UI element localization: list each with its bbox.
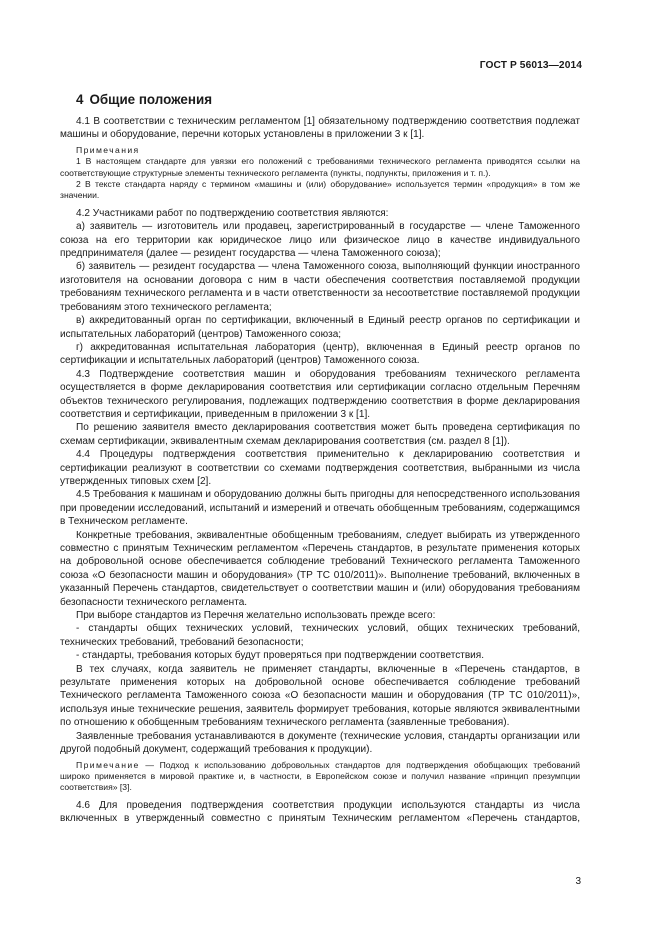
notes-heading-text: Примечания (76, 144, 140, 155)
note-1: 1 В настоящем стандарте для увязки его положений с требованиями технического регламента приводятся ссылки на соответствующие структурные элементы технического регламента (пункты, подпункты, приложения и т. п.). (60, 156, 580, 178)
paragraph-4-5-b: Конкретные требования, эквивалентные обобщенным требованиям, следует выбирать из утвержденного совместно с принятым Техническим регламентом «Перечень стандартов, в результате применения которых на добровольной основе обеспечивается соблюдение требований Технического регламента Таможенного союза «О безопасности машин и оборудования» (ТР ТС 010/2011)». Выполнение требований, включенных в указанный Перечень стандартов, свидетельствует о соответствии машин и (или) оборудования требованиям безопасности технического регламента. (60, 529, 580, 608)
section-number: 4 (76, 92, 84, 107)
paragraph-4-5: 4.5 Требования к машинам и оборудованию должны быть пригодны для непосредственного использования при проведении исследований, испытаний и измерений и отвечать обобщенным требованиям, содержащимся в Техническом регламенте. (60, 489, 580, 528)
paragraph-4-2: 4.2 Участниками работ по подтверждению соответствия являются: (76, 207, 389, 219)
paragraph-4-3-b: По решению заявителя вместо декларирования соответствия может быть проведена сертификация по схемам сертификации, эквивалентным схемам декларирования соответствия (см. раздел 8 [1]). (60, 422, 580, 447)
section-title-text: Общие положения (89, 92, 213, 107)
list-item-standards-checked: - стандарты, требования которых будут проверяться при подтверждении соответствия. (76, 650, 485, 662)
notes-block (60, 145, 580, 202)
paragraph-4-2-g: г) аккредитованная испытательная лаборатория (центр), включенная в Единый реестр органов по сертификации и испытательных лабораторий (центров) Таможенного союза. (60, 341, 580, 367)
document-body (60, 115, 580, 826)
paragraph-4-4: 4.4 Процедуры подтверждения соответствия применительно к декларированию соответствия и сертификации реализуют в соответствии со схемами подтверждения соответствия, выбранными из числа утвержденных типовых схем [2]. (60, 449, 580, 487)
paragraph-4-3: 4.3 Подтверждение соответствия машин и оборудования требованиям технического регламента осуществляется в форме декларирования соответствия или сертификации согласно отдельным Перечням объектов технического регулирования, подлежащих подтверждению соответствия в форме декларирования соответствия и сертификации, приведенным в приложении 3 к [1]. (60, 368, 580, 420)
paragraph-4-2-a: а) заявитель — изготовитель или продавец, зарегистрированный в государстве — члене Таможенного союза на его территории как юридическое лицо или физическое лицо в качестве индивидуального предпринимателя (далее — резидент государства — члена Таможенного союза); (60, 221, 580, 260)
section-heading (76, 92, 212, 107)
paragraph-4-5-e: В тех случаях, когда заявитель не применяет стандарты, включенные в «Перечень стандартов, в результате применения которых на добровольной основе обеспечивается соблюдение требований Технического регламента Таможенного союза «О безопасности машин и оборудования (ТР ТС 010/2011)», используя иные технические решения, заявитель формирует требования, которые являются эквивалентными по отношению к обобщенным требованиям технического регламента (заявленные требования). (60, 663, 580, 729)
note-2-text (60, 760, 580, 794)
note-block-2 (60, 760, 580, 794)
note-2: 2 В тексте стандарта наряду с термином «машины и (или) оборудование» используется термин «продукция» в том же значении. (60, 179, 580, 201)
paragraph-4-6: 4.6 Для проведения подтверждения соответствия продукции используются стандарты из числа включенных в утвержденный совместно с принятым Техническим регламентом «Перечень стандартов, (60, 799, 580, 825)
paragraph-4-5-f: Заявленные требования устанавливаются в документе (технические условия, стандарты организации или другой подобный документ, содержащий требования к продукции). (60, 730, 580, 756)
notes-heading (60, 145, 580, 156)
standard-designation: ГОСТ Р 56013—2014 (479, 60, 582, 71)
list-item-standards-general: - стандарты общих технических условий, технических условий, общих технических требований, технических требований, требований безопасности; (60, 623, 580, 648)
note-2-heading: Примечание (76, 759, 140, 770)
paragraph-4-2-v: в) аккредитованный орган по сертификации, включенный в Единый реестр органов по сертификации и испытательных лабораторий (центров) Таможенного союза; (60, 315, 580, 340)
paragraph-4-1: 4.1 В соответствии с техническим регламентом [1] обязательному подтверждению соответствия подлежат машины и оборудование, перечни которых установлены в приложении 3 к [1]. (60, 116, 580, 141)
note-2-body: — Подход к использованию добровольных стандартов для подтверждения обобщающих требований широко применяется в мировой практике и, в частности, в Европейском союзе и получил название «принцип презумпции соответствия» [3]. (60, 759, 580, 793)
page-number: 3 (575, 876, 581, 887)
paragraph-4-5-c: При выборе стандартов из Перечня желательно использовать прежде всего: (76, 610, 436, 622)
paragraph-4-2-b: б) заявитель — резидент государства — члена Таможенного союза, выполняющий функции иностранного изготовителя на основании договора с ним в части обеспечения соответствия поставляемой продукции требованиям технического регламента и в части ответственности за несоответствие поставляемой продукции требованиям этого технического регламента; (60, 261, 580, 313)
